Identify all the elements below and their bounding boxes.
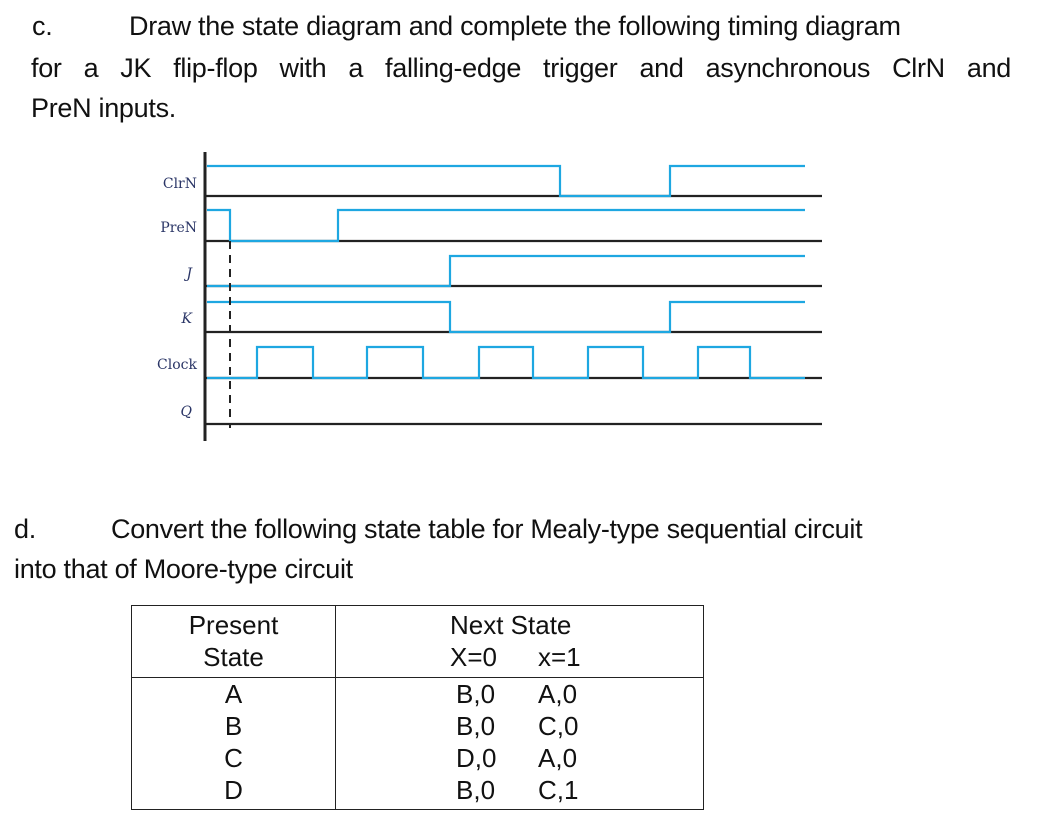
table-cell-x1: C,1 xyxy=(538,775,579,805)
header-x1: x=1 xyxy=(538,642,581,672)
header-present: Present xyxy=(188,610,279,640)
header-state: State xyxy=(203,642,264,672)
waveform-clrn xyxy=(207,166,805,196)
signal-label-k: K xyxy=(181,311,192,327)
part-d-text-line-2: into that of Moore-type circuit xyxy=(14,554,353,584)
signal-label-q: Q xyxy=(180,404,192,420)
table-cell-x1: C,0 xyxy=(538,711,579,741)
table-row-state: B xyxy=(224,711,243,741)
table-row-state: D xyxy=(224,775,243,805)
header-next-state: Next State xyxy=(450,610,572,640)
part-c-label: c. xyxy=(32,11,53,41)
table-cell-x0: B,0 xyxy=(456,775,496,805)
waveform-clock xyxy=(207,347,805,378)
part-c-text-line-3: PreN inputs. xyxy=(31,93,176,123)
table-cell-x0: D,0 xyxy=(456,743,497,773)
part-c-text-line-2: for a JK flip-flop with a falling-edge trigger and asynchronous ClrN and xyxy=(31,53,1011,83)
waveform-k xyxy=(207,302,805,332)
signal-label-j: J xyxy=(186,266,192,282)
header-x0: X=0 xyxy=(450,642,497,672)
part-d-label: d. xyxy=(14,514,36,544)
table-row-state: A xyxy=(224,679,243,709)
signal-label-clrn: ClrN xyxy=(162,176,197,192)
signal-label-pren: PreN xyxy=(160,220,197,236)
table-cell-x0: B,0 xyxy=(456,679,496,709)
waveform-pren xyxy=(207,210,805,241)
part-d-text-line-1: Convert the following state table for Mealy-type sequential circuit xyxy=(111,514,863,544)
table-cell-x1: A,0 xyxy=(538,679,578,709)
state-table xyxy=(131,605,704,810)
waveform-j xyxy=(207,256,805,286)
table-cell-x0: B,0 xyxy=(456,711,496,741)
table-column-divider xyxy=(335,606,336,809)
part-c-text-line-1: Draw the state diagram and complete the following timing diagram xyxy=(129,11,901,41)
table-cell-x1: A,0 xyxy=(538,743,578,773)
signal-label-clock: Clock xyxy=(157,357,197,373)
table-row-state: C xyxy=(224,743,243,773)
